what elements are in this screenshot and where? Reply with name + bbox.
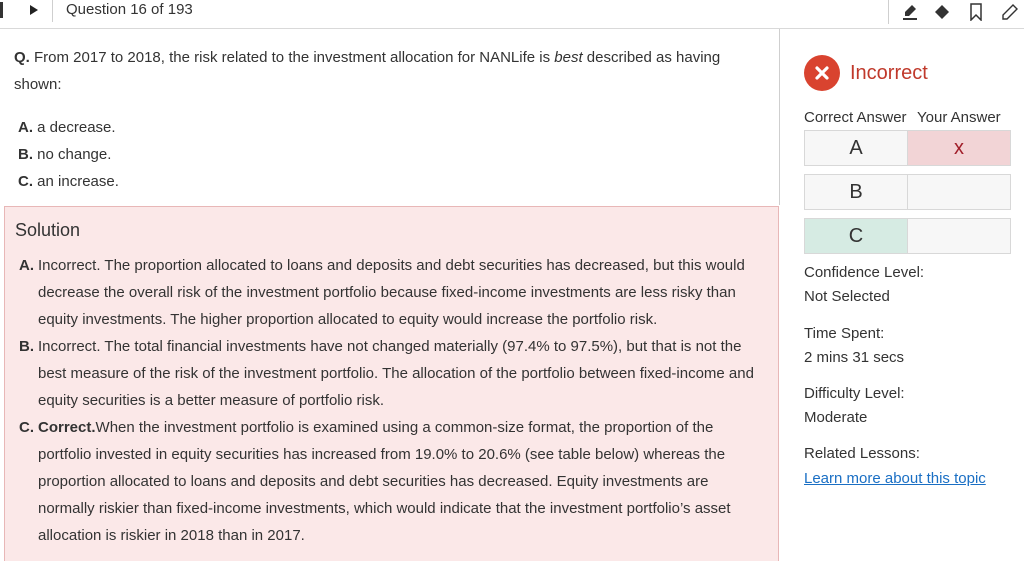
your-answer-header: Your Answer (917, 109, 1001, 126)
time-value: 2 mins 31 secs (804, 349, 905, 366)
choice-text: an increase. (33, 173, 119, 190)
explanation-a (19, 252, 769, 333)
question-text-before: From 2017 to 2018, the risk related to the investment allocation for NANLife is (29, 49, 555, 66)
lessons-link[interactable]: Learn more about this topic (804, 470, 986, 487)
time-label: Time Spent: (804, 325, 885, 342)
explanation-lead: Correct. (38, 419, 96, 436)
lessons-label: Related Lessons: (804, 445, 920, 462)
play-icon[interactable] (29, 4, 39, 16)
pencil-icon (1001, 3, 1019, 21)
answer-option-c: C (804, 218, 908, 254)
choice-text: a decrease. (33, 119, 116, 136)
highlighter-button[interactable] (897, 0, 923, 24)
your-answer-b (907, 174, 1011, 210)
difficulty-value: Moderate (804, 409, 868, 426)
difficulty-label: Difficulty Level: (804, 385, 905, 402)
question-text (14, 44, 754, 98)
solution-panel (4, 206, 779, 561)
status-text: Incorrect (850, 61, 928, 84)
explanation-body (19, 414, 769, 549)
choice-letter: A. (18, 119, 33, 136)
edge-marker (0, 2, 3, 18)
choice-c[interactable] (18, 173, 119, 190)
question-panel (4, 29, 780, 205)
answer-option-b: B (804, 174, 908, 210)
toolbar-divider (888, 0, 889, 24)
answer-option-a: A (804, 130, 908, 166)
choice-letter: B. (18, 146, 33, 163)
confidence-value: Not Selected (804, 288, 890, 305)
bookmark-icon (969, 3, 983, 21)
choice-text: no change. (33, 146, 112, 163)
top-toolbar (0, 0, 1024, 29)
explanation-b (19, 333, 769, 414)
choice-a[interactable] (18, 119, 116, 136)
eraser-button[interactable] (929, 0, 955, 24)
question-emphasis: best (554, 49, 583, 66)
explanation-letter: B. (19, 338, 34, 355)
explanation-text: Incorrect. The total financial investments have not changed materially (97.4% to 97.5%), but that is not the best measure of the risk of the investment portfolio. The allocation of the portfolio between fixed-income and equity securities is a better measure of portfolio risk. (38, 338, 754, 409)
explanation-letter: A. (19, 257, 34, 274)
question-counter: Question 16 of 193 (66, 1, 193, 18)
choice-letter: C. (18, 173, 33, 190)
pencil-button[interactable] (997, 0, 1023, 24)
solution-title: Solution (15, 220, 81, 240)
eraser-icon (933, 3, 951, 21)
your-answer-c (907, 218, 1011, 254)
explanation-letter: C. (19, 419, 34, 436)
explanation-text: When the investment portfolio is examined using a common-size format, the proportion of the portfolio invested in equity securities has increased from 19.0% to 20.6% (see table below) whereas the proportion allocated to loans and deposits and debt securities has decreased. Equity investments are normally riskier than fixed-income investments, which would indicate that the investment portfolio’s asset allocation is riskier in 2018 than in 2017. (38, 419, 731, 544)
correct-answer-header: Correct Answer (804, 109, 907, 126)
close-icon (804, 55, 840, 91)
explanation-text: Incorrect. The proportion allocated to loans and deposits and debt securities has decreased, but this would decrease the overall risk of the investment portfolio because fixed-income investments are less risky than equity investments. The higher proportion allocated to equity would increase the portfolio risk. (38, 257, 745, 328)
highlighter-icon (901, 3, 919, 21)
confidence-label: Confidence Level: (804, 264, 925, 281)
your-answer-a: x (907, 130, 1011, 166)
result-status (804, 55, 928, 91)
choice-b[interactable] (18, 146, 111, 163)
question-label: Q. (14, 49, 30, 66)
result-panel (780, 29, 1024, 561)
bookmark-button[interactable] (963, 0, 989, 24)
explanation-c (19, 414, 769, 549)
toolbar-divider (52, 0, 53, 22)
question-text-after: described as having shown: (14, 49, 721, 93)
